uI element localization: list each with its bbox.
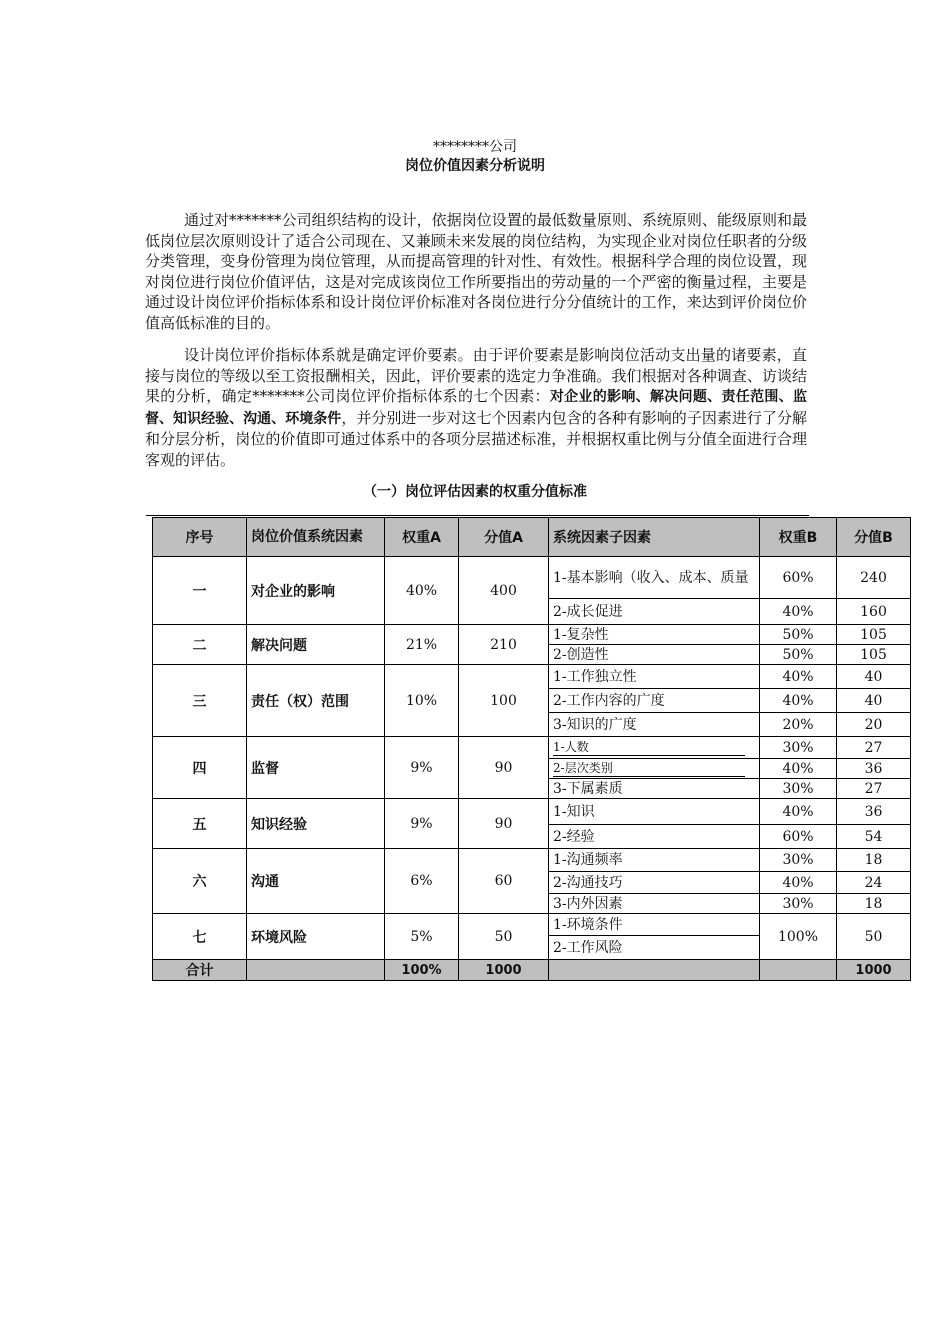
sub-factor-label: 1-人数 — [553, 740, 745, 756]
table-row — [153, 914, 911, 936]
score-a-cell: 50 — [459, 914, 549, 960]
sub-factor-cell: 1-复杂性 — [549, 625, 760, 645]
weight-b-cell: 30% — [760, 779, 837, 799]
header-seq: 序号 — [153, 518, 247, 557]
table-row — [153, 665, 911, 689]
sub-factor-cell: 1-工作独立性 — [549, 665, 760, 689]
seq-cell: 五 — [153, 799, 247, 849]
weight-b-cell: 40% — [760, 689, 837, 713]
weight-a-cell: 40% — [385, 557, 459, 625]
sub-factor-label: 2-层次类别 — [553, 761, 745, 777]
total-empty-cell — [549, 960, 760, 981]
score-b-cell: 50 — [837, 914, 911, 960]
sub-factor-cell: 1-知识 — [549, 799, 760, 825]
sub-factor-cell: 2-成长促进 — [549, 599, 760, 625]
factor-cell: 沟通 — [247, 849, 385, 914]
score-b-cell: 36 — [837, 799, 911, 825]
factors-paragraph-tail: ，并分别进一步对这七个因素内包含的各种有影响的子因素进行了分解和分层分析，岗位的价值即可通过体系中的各项分层描述标准，并根据权重比例与分值全面进行合理客观的评估。 — [145, 408, 807, 469]
score-b-cell: 20 — [837, 713, 911, 737]
table-row — [153, 849, 911, 872]
sub-factor-cell — [549, 737, 760, 759]
score-b-cell: 27 — [837, 779, 911, 799]
seq-cell: 一 — [153, 557, 247, 625]
header-weight-b: 权重B — [760, 518, 837, 557]
weight-a-cell: 21% — [385, 625, 459, 665]
total-score-a: 1000 — [459, 960, 549, 981]
score-a-cell: 90 — [459, 737, 549, 799]
factors-paragraph-text: 设计岗位评价指标体系就是确定评价要素。由于评价要素是影响岗位活动支出量的诸要素，直接与岗位的等级以至工资报酬相关，因此，评价要素的选定力争准确。我们根据对各种调查、访谈结果的分析，确定*******公司岗位评价指标体系的七个因素： — [145, 346, 807, 406]
score-b-cell: 40 — [837, 689, 911, 713]
table-header-row — [153, 518, 911, 557]
score-a-cell: 90 — [459, 799, 549, 849]
sub-factor-cell: 3-下属素质 — [549, 779, 760, 799]
factor-cell: 监督 — [247, 737, 385, 799]
table-row — [153, 799, 911, 825]
weight-a-cell: 9% — [385, 737, 459, 799]
score-b-cell: 18 — [837, 849, 911, 872]
weight-b-cell: 30% — [760, 894, 837, 914]
score-b-cell: 240 — [837, 557, 911, 599]
weight-b-cell: 20% — [760, 713, 837, 737]
weight-a-cell: 10% — [385, 665, 459, 737]
weight-b-cell: 40% — [760, 759, 837, 779]
weight-b-cell: 100% — [760, 914, 837, 960]
sub-factor-cell: 1-基本影响（收入、成本、质量 — [549, 557, 760, 599]
weight-b-cell: 60% — [760, 825, 837, 849]
weight-b-cell: 60% — [760, 557, 837, 599]
header-score-a: 分值A — [459, 518, 549, 557]
total-empty-cell — [247, 960, 385, 981]
score-b-cell: 105 — [837, 625, 911, 645]
table-top-rule — [146, 515, 809, 516]
company-name: ********公司 — [433, 139, 517, 155]
score-b-cell: 27 — [837, 737, 911, 759]
sub-factor-cell: 2-沟通技巧 — [549, 872, 760, 894]
weight-b-cell: 50% — [760, 625, 837, 645]
score-a-cell: 210 — [459, 625, 549, 665]
factor-cell: 环境风险 — [247, 914, 385, 960]
score-b-cell: 18 — [837, 894, 911, 914]
factors-paragraph — [145, 345, 807, 471]
weight-a-cell: 9% — [385, 799, 459, 849]
sub-factor-cell: 2-创造性 — [549, 645, 760, 665]
weight-b-cell: 30% — [760, 737, 837, 759]
weight-b-cell: 40% — [760, 665, 837, 689]
sub-factor-cell: 2-工作内容的广度 — [549, 689, 760, 713]
score-b-cell: 54 — [837, 825, 911, 849]
header-weight-a: 权重A — [385, 518, 459, 557]
sub-factor-cell: 2-工作风险 — [549, 936, 760, 960]
seven-factors-bold: 对企业的影响、解决问题、责任范围、监督、知识经验、沟通、环境条件 — [145, 389, 807, 427]
factor-cell: 解决问题 — [247, 625, 385, 665]
sub-factor-cell: 1-环境条件 — [549, 914, 760, 936]
score-a-cell: 400 — [459, 557, 549, 625]
weight-a-cell: 5% — [385, 914, 459, 960]
weight-b-cell: 40% — [760, 599, 837, 625]
header-factor: 岗位价值系统因素 — [247, 518, 385, 557]
header-sub-factor: 系统因素子因素 — [549, 518, 760, 557]
table-title: （一）岗位评估因素的权重分值标准 — [363, 484, 587, 500]
score-a-cell: 60 — [459, 849, 549, 914]
document-title: 岗位价值因素分析说明 — [405, 158, 545, 174]
sub-factor-cell: 3-内外因素 — [549, 894, 760, 914]
total-score-b: 1000 — [837, 960, 911, 981]
score-b-cell: 160 — [837, 599, 911, 625]
score-b-cell: 24 — [837, 872, 911, 894]
total-row — [153, 960, 911, 981]
factor-cell: 对企业的影响 — [247, 557, 385, 625]
factor-cell: 责任（权）范围 — [247, 665, 385, 737]
table-row — [153, 737, 911, 759]
sub-factor-cell: 3-知识的广度 — [549, 713, 760, 737]
score-b-cell: 40 — [837, 665, 911, 689]
weight-b-cell: 30% — [760, 849, 837, 872]
factor-cell: 知识经验 — [247, 799, 385, 849]
intro-paragraph: 通过对*******公司组织结构的设计，依据岗位设置的最低数量原则、系统原则、能级原则和最低岗位层次原则设计了适合公司现在、又兼顾未来发展的岗位结构，为实现企业对岗位任职者的分级分类管理，变身份管理为岗位管理，从而提高管理的针对性、有效性。根据科学合理的岗位设置，现对岗位进行岗位价值评估，这是对完成该岗位工作所要指出的劳动量的一个严密的衡量过程，主要是通过设计岗位评价指标体系和设计岗位评价标准对各岗位进行分分值统计的工作，来达到评价岗位价值高低标准的目的。 — [145, 211, 807, 332]
seq-cell: 七 — [153, 914, 247, 960]
seq-cell: 二 — [153, 625, 247, 665]
score-a-cell: 100 — [459, 665, 549, 737]
total-label: 合计 — [153, 960, 247, 981]
weight-b-cell: 50% — [760, 645, 837, 665]
seq-cell: 三 — [153, 665, 247, 737]
weight-score-table — [152, 517, 911, 981]
seq-cell: 六 — [153, 849, 247, 914]
sub-factor-cell: 2-经验 — [549, 825, 760, 849]
table-row — [153, 557, 911, 599]
score-b-cell: 36 — [837, 759, 911, 779]
weight-a-cell: 6% — [385, 849, 459, 914]
total-weight-a: 100% — [385, 960, 459, 981]
table-row — [153, 625, 911, 645]
seq-cell: 四 — [153, 737, 247, 799]
weight-b-cell: 40% — [760, 872, 837, 894]
header-score-b: 分值B — [837, 518, 911, 557]
weight-b-cell: 40% — [760, 799, 837, 825]
sub-factor-cell — [549, 759, 760, 779]
score-b-cell: 105 — [837, 645, 911, 665]
sub-factor-cell: 1-沟通频率 — [549, 849, 760, 872]
total-empty-cell — [760, 960, 837, 981]
